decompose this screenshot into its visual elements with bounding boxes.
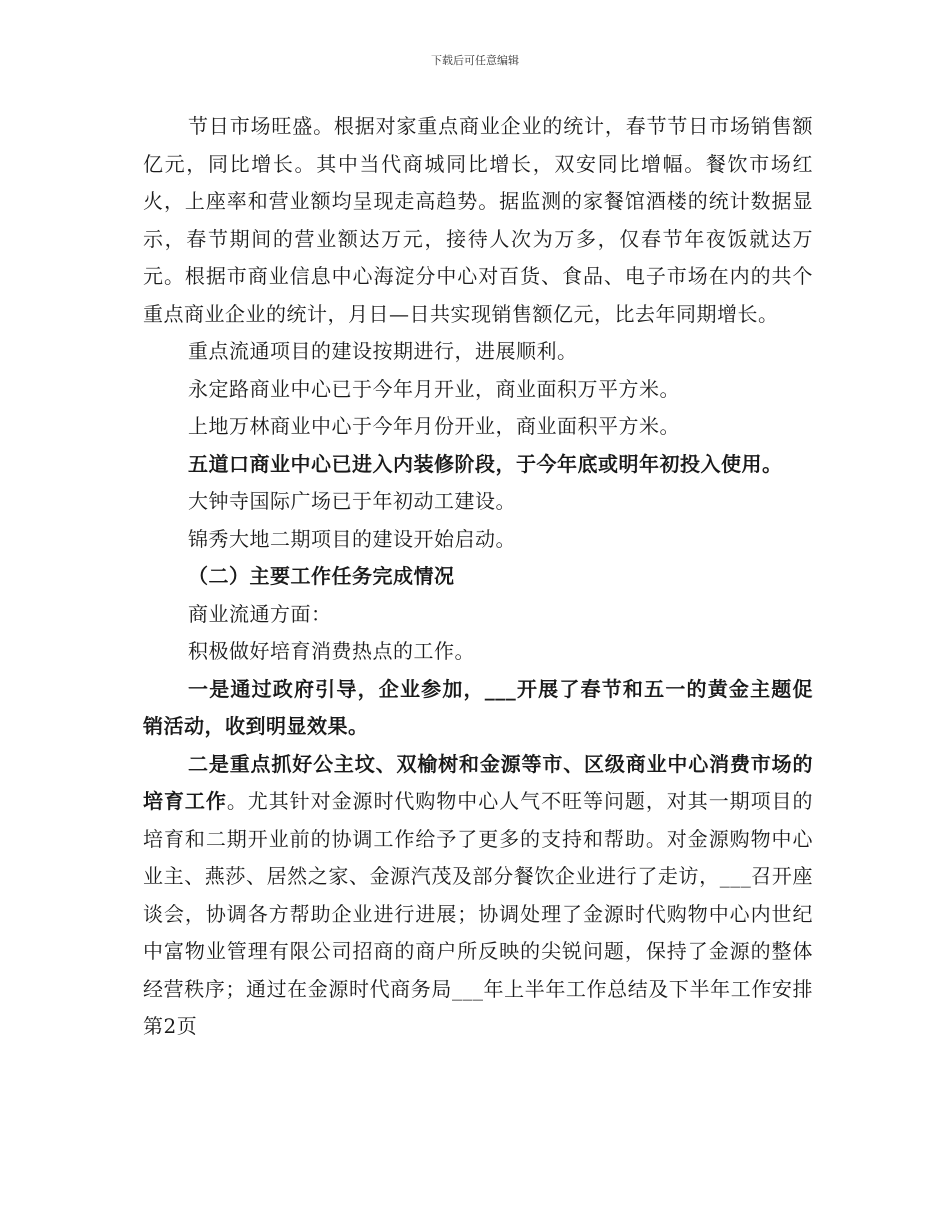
- paragraph-market: 节日市场旺盛。根据对家重点商业企业的统计，春节节日市场销售额亿元，同比增长。其中当代商城同比增长，双安同比增幅。餐饮市场红火，上座率和营业额均呈现走高趋势。据监测的家餐馆酒楼的统计数据显示，春节期间的营业额达万元，接待人次为万多，仅春节年夜饭就达万元。根据市商业信息中心海淀分中心对百货、食品、电子市场在内的共个重点商业企业的统计，月日—日共实现销售额亿元，比去年同期增长。: [143, 114, 813, 326]
- paragraph-dazhongsi: 大钟寺国际广场已于年初动工建设。: [188, 489, 516, 513]
- section-heading: （二）主要工作任务完成情况: [188, 564, 455, 588]
- point-two-body: 。尤其针对金源时代购物中心人气不旺等问题，对其一期项目的培育和二期开业前的协调工作给予了更多的支持和帮助。对金源购物中心业主、燕莎、居然之家、金源汽茂及部分餐饮企业进行了走访，___召开座谈会，协调各方帮助企业进行进展；协调处理了金源时代购物中心内世纪中富物业管理有限公司招商的商户所反映的尖锐问题，保持了金源的整体经营秩序；通过在金源时代商务局___年上半年工作总结及下半年工作安排第2页: [143, 789, 814, 1038]
- paragraph-point-one: 一是通过政府引导，企业参加，___开展了春节和五一的黄金主题促销活动，收到明显效果。: [143, 676, 813, 738]
- paragraph-jinxiu: 锦秀大地二期项目的建设开始启动。: [188, 526, 516, 551]
- paragraph-shangdi: 上地万林商业中心于今年月份开业，商业面积平方米。: [188, 414, 680, 438]
- document-body: [143, 108, 813, 1046]
- point-two-heading: 二是重点抓好公主坟、双榆树和金源等市、区级商业中心消费市场的培育工作: [143, 751, 813, 813]
- paragraph-commerce: 商业流通方面：: [188, 601, 332, 626]
- page-header: 下载后可任意编辑: [431, 54, 519, 67]
- paragraph-projects: 重点流通项目的建设按期进行，进展顺利。: [188, 339, 578, 363]
- paragraph-wudaokou: 五道口商业中心已进入内装修阶段，于今年底或明年初投入使用。: [188, 451, 783, 476]
- paragraph-yongdinglu: 永定路商业中心已于今年月开业，商业面积万平方米。: [188, 376, 680, 401]
- paragraph-point-two: [143, 746, 813, 1046]
- paragraph-consumption: 积极做好培育消费热点的工作。: [188, 639, 475, 663]
